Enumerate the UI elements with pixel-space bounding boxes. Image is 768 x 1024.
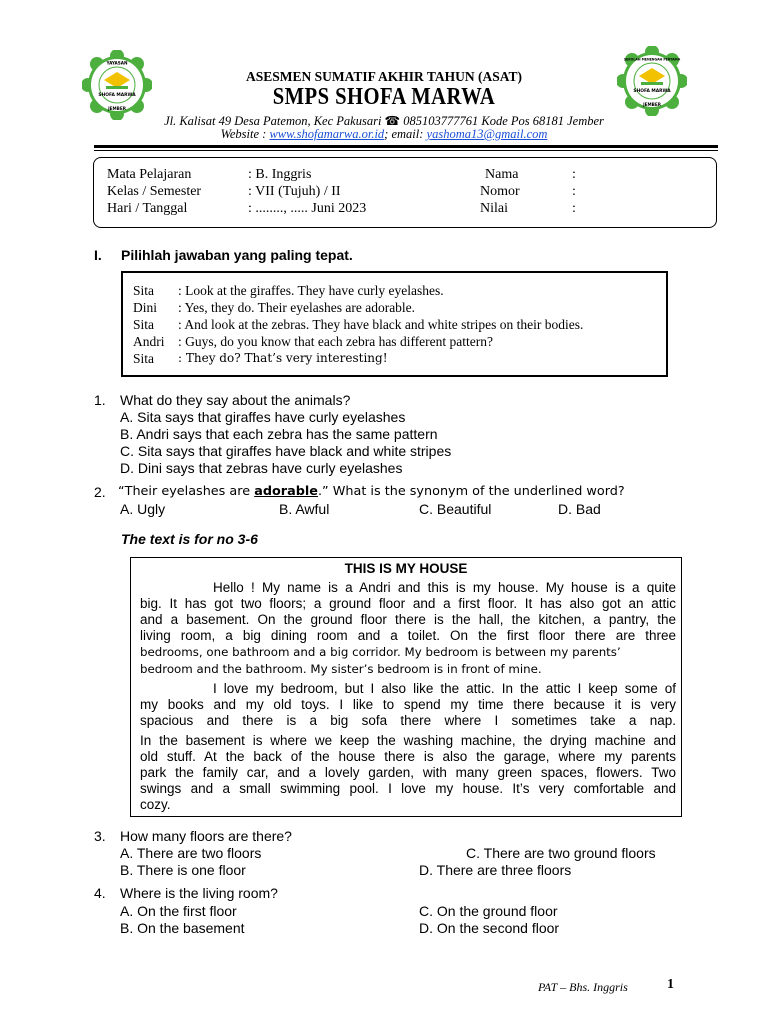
- reading-p1-line: Hello ! My name is a Andri and this is my house. My house is a quite: [213, 580, 676, 595]
- q2-option-d[interactable]: D. Bad: [558, 501, 601, 517]
- dialog-speaker: Dini: [133, 300, 158, 315]
- reading-p1-line: living room, a big dining room and a toilet. On the first floor there are three: [140, 628, 676, 643]
- dialog-speaker: Sita: [133, 283, 155, 298]
- q1-option-a[interactable]: A. Sita says that giraffes have curly eyelashes: [120, 409, 406, 425]
- identity-colon-name: :: [572, 167, 576, 182]
- email-link[interactable]: yashoma13@gmail.com: [426, 127, 548, 141]
- postal-text: Kode Pos 68181 Jember: [481, 114, 604, 128]
- header-divider-thick: [94, 145, 718, 148]
- dialog-speaker: Andri: [133, 334, 165, 349]
- svg-text:JEMBER: JEMBER: [108, 106, 126, 111]
- q2-option-a[interactable]: A. Ugly: [120, 501, 166, 517]
- school-name: SMPS SHOFA MARWA: [272, 84, 496, 110]
- website-label: Website :: [220, 127, 270, 141]
- reading-title: THIS IS MY HOUSE: [344, 561, 468, 576]
- identity-label-score: Nilai: [480, 201, 508, 216]
- text-note: The text is for no 3-6: [121, 531, 258, 547]
- q4-number: 4.: [94, 885, 106, 901]
- q2-option-b[interactable]: B. Awful: [279, 501, 330, 517]
- q2-text-before: “Their eyelashes are: [118, 484, 255, 499]
- identity-label-class: Kelas / Semester: [107, 184, 202, 199]
- reading-p1-line: bedroom and the bathroom. My sister’s bedroom is in front of mine.: [140, 662, 542, 676]
- q1-question: What do they say about the animals?: [120, 392, 351, 408]
- q3-option-b[interactable]: B. There is one floor: [120, 862, 246, 878]
- identity-value-date: : ........, ..... Juni 2023: [248, 201, 367, 216]
- q3-number: 3.: [94, 828, 106, 844]
- q3-option-d[interactable]: D. There are three floors: [419, 862, 572, 878]
- reading-p3-line: park the family car, and a lovely garden, with many green spaces, flowers. Two: [140, 765, 676, 780]
- reading-p2-line: spacious and there is a big sofa there where I sometimes take a nap.: [140, 713, 676, 728]
- identity-value-subject: : B. Inggris: [248, 167, 312, 182]
- q2-underlined-word: adorable: [254, 484, 318, 499]
- q1-option-c[interactable]: C. Sita says that giraffes have black and white stripes: [120, 443, 452, 459]
- email-label: ; email:: [384, 127, 427, 141]
- dialog-box: [121, 271, 668, 377]
- reading-p1-line: big. It has got two floors; a ground floor and a first floor. It has also got an attic: [140, 596, 676, 611]
- reading-p3-line: swings and a small swimming pool. I love my house. It’s very comfortable and: [140, 781, 676, 796]
- identity-colon-number: :: [572, 184, 576, 199]
- q3-option-c[interactable]: C. There are two ground floors: [466, 845, 656, 861]
- dialog-line: : And look at the zebras. They have black and white stripes on their bodies.: [178, 317, 584, 332]
- reading-text-box: [130, 557, 682, 817]
- q3-question: How many floors are there?: [120, 828, 292, 844]
- footer-label: PAT – Bhs. Inggris: [538, 980, 628, 994]
- identity-label-name: Nama: [485, 167, 519, 182]
- dialog-speaker: Sita: [133, 351, 155, 366]
- svg-text:SHOFA MARWA: SHOFA MARWA: [98, 93, 136, 98]
- q1-number: 1.: [94, 392, 106, 408]
- reading-p3-line: old stuff. At the back of the house there is also the garage, where my parents: [140, 749, 676, 764]
- reading-p2-line: I love my bedroom, but I also like the attic. In the attic I keep some of: [213, 681, 676, 696]
- q2-number: 2.: [94, 484, 106, 500]
- reading-p3-line: In the basement is where we keep the washing machine, the drying machine and: [140, 733, 676, 748]
- dialog-line: : Look at the giraffes. They have curly eyelashes.: [178, 283, 444, 298]
- exam-title: ASESMEN SUMATIF AKHIR TAHUN (ASAT): [245, 69, 523, 84]
- dialog-speaker: Sita: [133, 317, 155, 332]
- reading-p2-line: my books and my old toys. I like to spend my time there because it is very: [140, 697, 676, 712]
- header-divider-thin: [94, 150, 718, 151]
- identity-label-date: Hari / Tanggal: [107, 201, 188, 216]
- section-instruction: Pilihlah jawaban yang paling tepat.: [121, 247, 353, 263]
- reading-p1-line: and a basement. On the ground floor there is the hall, the kitchen, a pantry, the: [140, 612, 676, 627]
- student-identity-box: [93, 157, 717, 228]
- q2-text-after: .” What is the synonym of the underlined word?: [317, 484, 625, 499]
- q3-option-a[interactable]: A. There are two floors: [120, 845, 262, 861]
- dialog-line: : Guys, do you know that each zebra has different pattern?: [178, 334, 494, 349]
- q4-option-a[interactable]: A. On the first floor: [120, 903, 237, 919]
- svg-text:YAYASAN: YAYASAN: [106, 60, 128, 66]
- dialog-line: : Yes, they do. Their eyelashes are adorable.: [178, 300, 416, 315]
- q1-option-b[interactable]: B. Andri says that each zebra has the same pattern: [120, 426, 438, 442]
- q1-option-d[interactable]: D. Dini says that zebras have curly eyelashes: [120, 460, 403, 476]
- svg-text:SEKOLAH MENENGAH PERTAMA: SEKOLAH MENENGAH PERTAMA: [623, 57, 681, 62]
- svg-text:SHOFA MARWA: SHOFA MARWA: [633, 89, 671, 94]
- phone-number: 085103777761: [403, 114, 479, 128]
- identity-label-number: Nomor: [480, 184, 520, 199]
- dialog-line: : They do? That’s very interesting!: [178, 351, 388, 365]
- section-number: I.: [94, 247, 102, 263]
- page-number: 1: [667, 977, 674, 992]
- reading-p1-line: bedrooms, one bathroom and a big corridor. My bedroom is between my parents’: [140, 645, 621, 659]
- identity-value-class: : VII (Tujuh) / II: [248, 184, 341, 199]
- address-text: Jl. Kalisat 49 Desa Patemon, Kec Pakusari: [164, 114, 382, 128]
- q4-question: Where is the living room?: [120, 885, 278, 901]
- identity-label-subject: Mata Pelajaran: [107, 167, 192, 182]
- q2-option-c[interactable]: C. Beautiful: [419, 501, 492, 517]
- identity-colon-score: :: [572, 201, 576, 216]
- q4-option-d[interactable]: D. On the second floor: [419, 920, 560, 936]
- website-link[interactable]: www.shofamarwa.or.id: [269, 127, 385, 141]
- phone-icon: ☎: [384, 114, 401, 128]
- school-contact: [0, 127, 768, 142]
- svg-text:JEMBER: JEMBER: [643, 102, 661, 107]
- q2-question: [118, 484, 625, 499]
- q4-option-b[interactable]: B. On the basement: [120, 920, 245, 936]
- reading-p3-line: cozy.: [140, 797, 171, 812]
- q4-option-c[interactable]: C. On the ground floor: [419, 903, 558, 919]
